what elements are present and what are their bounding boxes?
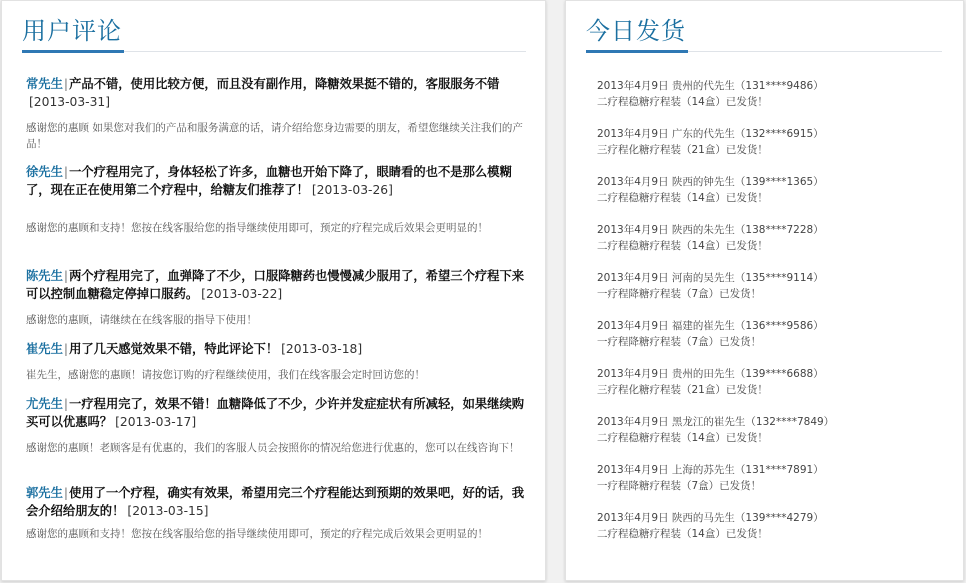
review-question: 徐先生|一个疗程用完了，身体轻松了许多，血糖也开始下降了，眼睛看的也不是那么模糊了，现在正在使用第二个疗程中，给糖友们推荐了！ [2013-03-26] — [26, 165, 512, 197]
shipping-product: 二疗程稳糖疗程装（14盒）已发货！ — [597, 432, 768, 444]
review-reply: 感谢您的惠顾和支持！您按在线客服给您的指导继续使用即可，预定的疗程完成后效果会更明显的！ — [26, 528, 488, 540]
review-question: 常先生|产品不错，使用比较方便，而且没有副作用，降糖效果挺不错的，客服服务不错[2013-03-31] — [26, 77, 500, 109]
shipping-item — [597, 174, 937, 206]
review-reply: 感谢您的惠顾和支持！您按在线客服给您的指导继续使用即可，预定的疗程完成后效果会更明显的！ — [26, 222, 488, 234]
shipping-order: 2013年4月9日 黑龙江的崔先生（132****7849） — [597, 416, 835, 428]
shipping-item — [597, 414, 937, 446]
shipping-item — [597, 126, 937, 158]
shipping-order: 2013年4月9日 上海的苏先生（131****7891） — [597, 464, 824, 476]
shipping-product: 三疗程化糖疗程装（21盒）已发货！ — [597, 144, 768, 156]
review-text: 一疗程用完了，效果不错！血糖降低了不少，少许并发症症状有所减轻，如果继续购买可以优惠吗？ — [26, 397, 525, 429]
review-reply: 崔先生，感谢您的惠顾！请按您订购的疗程继续使用，我们在线客服会定时回访您的！ — [26, 369, 425, 381]
shipping-panel — [565, 0, 964, 581]
shipping-order: 2013年4月9日 陕西的马先生（139****4279） — [597, 512, 824, 524]
shipping-product: 一疗程降糖疗程装（7盒）已发货！ — [597, 336, 762, 348]
shipping-item — [597, 462, 937, 494]
reviewer-name: 郭先生 — [26, 486, 63, 500]
shipping-product: 一疗程降糖疗程装（7盒）已发货！ — [597, 288, 762, 300]
shipping-product: 三疗程化糖疗程装（21盒）已发货！ — [597, 384, 768, 396]
title-accent-bar — [22, 50, 124, 53]
review-text: 使用了一个疗程，确实有效果，希望用完三个疗程能达到预期的效果吧，好的话，我会介绍给朋友的！ — [26, 486, 525, 518]
review-question: 尤先生|一疗程用完了，效果不错！血糖降低了不少，少许并发症症状有所减轻，如果继续购买可以优惠吗？ [2013-03-17] — [26, 397, 525, 429]
review-date: [2013-03-26] — [311, 183, 393, 197]
reviews-panel — [1, 0, 546, 581]
review-question: 郭先生|使用了一个疗程，确实有效果，希望用完三个疗程能达到预期的效果吧，好的话，我会介绍给朋友的！ [2013-03-15] — [26, 486, 525, 518]
review-text: 一个疗程用完了，身体轻松了许多，血糖也开始下降了，眼睛看的也不是那么模糊了，现在正在使用第二个疗程中，给糖友们推荐了！ — [26, 165, 512, 197]
review-item — [26, 163, 526, 236]
reviewer-name: 崔先生 — [26, 342, 63, 356]
shipping-order: 2013年4月9日 陕西的钟先生（139****1365） — [597, 176, 824, 188]
review-date: [2013-03-17] — [115, 415, 197, 429]
shipping-order: 2013年4月9日 贵州的代先生（131****9486） — [597, 80, 824, 92]
review-item — [26, 395, 526, 456]
shipping-item — [597, 78, 937, 110]
shipping-title: 今日发货 — [586, 17, 686, 45]
shipping-item — [597, 318, 937, 350]
review-item — [26, 340, 526, 383]
review-question: 崔先生|用了几天感觉效果不错，特此评论下！ [2013-03-18] — [26, 342, 363, 356]
shipping-item — [597, 270, 937, 302]
review-date: [2013-03-22] — [201, 287, 283, 301]
reviews-title: 用户评论 — [22, 17, 122, 45]
shipping-order: 2013年4月9日 福建的崔先生（136****9586） — [597, 320, 824, 332]
shipping-product: 二疗程稳糖疗程装（14盒）已发货！ — [597, 528, 768, 540]
reviewer-name: 常先生 — [26, 77, 63, 91]
review-item — [26, 267, 526, 328]
shipping-product: 一疗程降糖疗程装（7盒）已发货！ — [597, 480, 762, 492]
reviewer-name: 陈先生 — [26, 269, 63, 283]
review-reply: 感谢您的惠顾 如果您对我们的产品和服务满意的话，请介绍给您身边需要的朋友，希望您继续关注我们的产品！ — [26, 122, 523, 150]
review-reply: 感谢您的惠顾，请继续在在线客服的指导下使用！ — [26, 314, 257, 326]
review-text: 用了几天感觉效果不错，特此评论下！ — [69, 342, 279, 356]
review-text: 产品不错，使用比较方便，而且没有副作用，降糖效果挺不错的，客服服务不错 — [69, 77, 500, 91]
reviewer-name: 徐先生 — [26, 165, 63, 179]
review-question: 陈先生|两个疗程用完了，血弹降了不少，口服降糖药也慢慢减少服用了，希望三个疗程下来可以控制血糖稳定停掉口服药。 [2013-03-22] — [26, 269, 525, 301]
shipping-order: 2013年4月9日 广东的代先生（132****6915） — [597, 128, 824, 140]
review-item — [26, 484, 526, 542]
review-text: 两个疗程用完了，血弹降了不少，口服降糖药也慢慢减少服用了，希望三个疗程下来可以控制血糖稳定停掉口服药。 — [26, 269, 525, 301]
review-reply: 感谢您的惠顾！老顾客是有优惠的，我们的客服人员会按照你的情况给您进行优惠的，您可以在线咨询下！ — [26, 442, 520, 454]
shipping-product: 二疗程稳糖疗程装（14盒）已发货！ — [597, 192, 768, 204]
shipping-order: 2013年4月9日 陕西的朱先生（138****7228） — [597, 224, 824, 236]
shipping-item — [597, 222, 937, 254]
review-date: [2013-03-31] — [29, 95, 111, 109]
review-item — [26, 75, 526, 152]
title-accent-bar — [586, 50, 688, 53]
shipping-item — [597, 510, 937, 542]
shipping-order: 2013年4月9日 贵州的田先生（139****6688） — [597, 368, 824, 380]
shipping-product: 二疗程稳糖疗程装（14盒）已发货！ — [597, 96, 768, 108]
review-date: [2013-03-15] — [127, 504, 209, 518]
shipping-order: 2013年4月9日 河南的吴先生（135****9114） — [597, 272, 824, 284]
reviewer-name: 尤先生 — [26, 397, 63, 411]
review-date: [2013-03-18] — [281, 342, 363, 356]
shipping-product: 二疗程稳糖疗程装（14盒）已发货！ — [597, 240, 768, 252]
shipping-item — [597, 366, 937, 398]
